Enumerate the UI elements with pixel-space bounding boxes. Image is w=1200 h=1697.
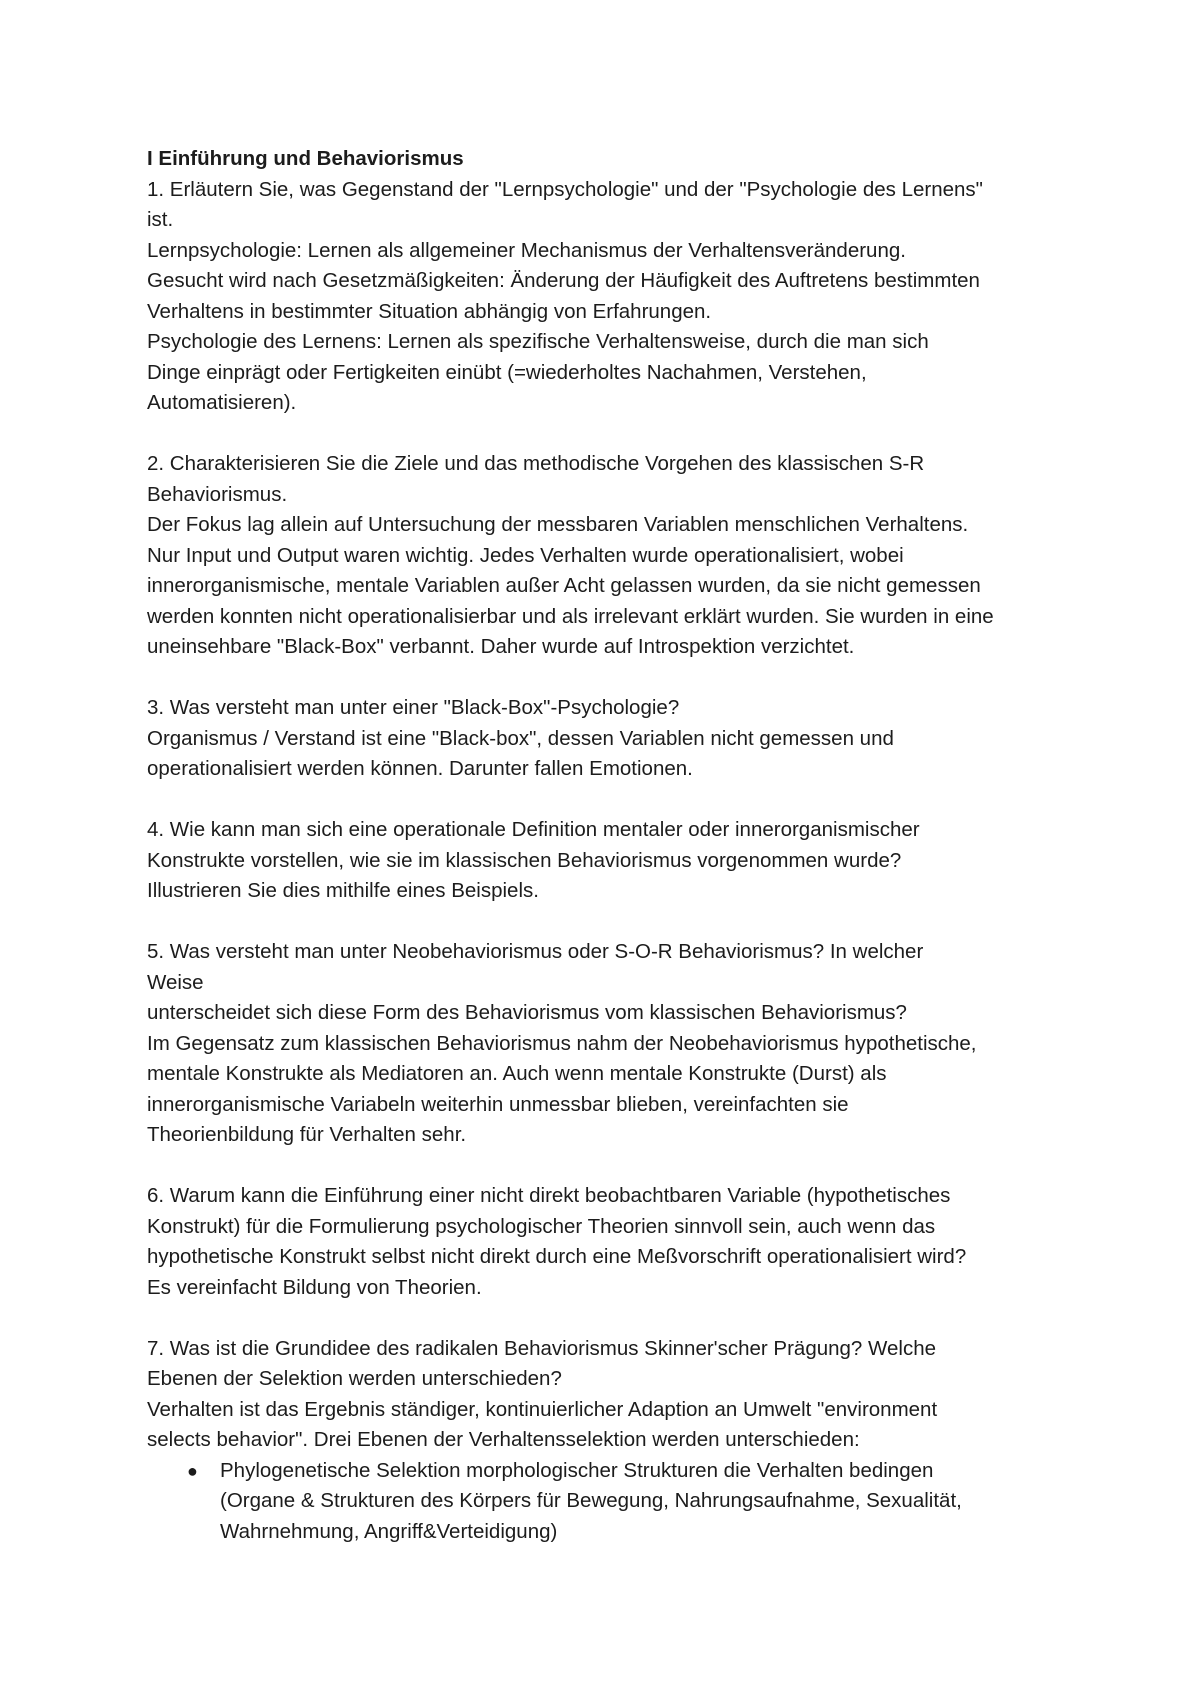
- text-line: Der Fokus lag allein auf Untersuchung der messbaren Variablen menschlichen Verhaltens.: [147, 513, 969, 536]
- text-line: 5. Was versteht man unter Neobehaviorismus oder S-O-R Behaviorismus? In welcher: [147, 940, 924, 963]
- text-line: mentale Konstrukte als Mediatoren an. Auch wenn mentale Konstrukte (Durst) als: [147, 1062, 887, 1085]
- text-line: Verhaltens in bestimmter Situation abhängig von Erfahrungen.: [147, 299, 712, 323]
- text-line: 7. Was ist die Grundidee des radikalen Behaviorismus Skinner'scher Prägung? Welche: [147, 1336, 937, 1360]
- text-line: Ebenen der Selektion werden unterschieden?: [147, 1367, 562, 1390]
- text-line: Lernpsychologie: Lernen als allgemeiner Mechanismus der Verhaltensveränderung.: [147, 238, 906, 262]
- text-line: selects behavior". Drei Ebenen der Verhaltensselektion werden unterschieden:: [147, 1428, 860, 1451]
- paragraph-gap: [147, 907, 1107, 938]
- text-line: 2. Charakterisieren Sie die Ziele und das methodische Vorgehen des klassischen S-R: [147, 452, 925, 475]
- text-line: innerorganismische, mentale Variablen außer Acht gelassen wurden, da sie nicht gemessen: [147, 574, 981, 597]
- text-line: Im Gegensatz zum klassischen Behaviorismus nahm der Neobehaviorismus hypothetische,: [147, 1031, 977, 1055]
- text-line: Weise: [147, 970, 204, 994]
- text-line: Konstrukte vorstellen, wie sie im klassischen Behaviorismus vorgenommen wurde?: [147, 848, 902, 872]
- text-line: Theorienbildung für Verhalten sehr.: [147, 1123, 467, 1146]
- text-line: werden konnten nicht operationalisierbar und als irrelevant erklärt wurden. Sie wurden in eine: [147, 604, 994, 628]
- text-line: hypothetische Konstrukt selbst nicht direkt durch eine Meßvorschrift operationalisiert wird?: [147, 1245, 967, 1268]
- paragraph-gap: [147, 1303, 1107, 1334]
- text-line: Organismus / Verstand ist eine "Black-box", dessen Variablen nicht gemessen und: [147, 726, 894, 750]
- text-line: Psychologie des Lernens: Lernen als spezifische Verhaltensweise, durch die man sich: [147, 330, 929, 353]
- text-line: Phylogenetische Selektion morphologischer Strukturen die Verhalten bedingen: [220, 1458, 934, 1482]
- question-3: [147, 693, 1107, 785]
- paragraph-gap: [147, 419, 1107, 450]
- text-line: 6. Warum kann die Einführung einer nicht direkt beobachtbaren Variable (hypothetisches: [147, 1184, 951, 1207]
- question-4: [147, 815, 1107, 907]
- question-1: [147, 175, 1107, 419]
- text-line: ist.: [147, 208, 174, 231]
- text-line: 1. Erläutern Sie, was Gegenstand der "Lernpsychologie" und der "Psychologie des Lernens": [147, 177, 983, 201]
- paragraph-gap: [147, 1151, 1107, 1182]
- text-line: uneinsehbare "Black-Box" verbannt. Daher wurde auf Introspektion verzichtet.: [147, 635, 855, 658]
- question-7: [147, 1334, 1107, 1548]
- text-line: 4. Wie kann man sich eine operationale Definition mentaler oder innerorganismischer: [147, 818, 920, 841]
- text-line: Wahrnehmung, Angriff&Verteidigung): [220, 1519, 558, 1543]
- text-line: Gesucht wird nach Gesetzmäßigkeiten: Änderung der Häufigkeit des Auftretens bestimmten: [147, 269, 980, 292]
- paragraph-gap: [147, 663, 1107, 694]
- document-page: [147, 144, 1107, 1547]
- paragraph-gap: [147, 785, 1107, 816]
- text-line: operationalisiert werden können. Darunter fallen Emotionen.: [147, 757, 693, 780]
- bullet-icon: ●: [187, 1460, 198, 1481]
- question-5: [147, 937, 1107, 1151]
- text-line: Dinge einprägt oder Fertigkeiten einübt (=wiederholtes Nachahmen, Verstehen,: [147, 360, 867, 384]
- bullet-list: [147, 1456, 1107, 1548]
- text-line: innerorganismische Variabeln weiterhin unmessbar blieben, vereinfachten sie: [147, 1092, 849, 1116]
- text-line: Nur Input und Output waren wichtig. Jedes Verhalten wurde operationalisiert, wobei: [147, 543, 904, 567]
- question-2: [147, 449, 1107, 663]
- question-6: [147, 1181, 1107, 1303]
- text-line: Es vereinfacht Bildung von Theorien.: [147, 1275, 482, 1299]
- page-heading: I Einführung und Behaviorismus: [147, 147, 464, 170]
- text-line: Konstrukt) für die Formulierung psychologischer Theorien sinnvoll sein, auch wenn das: [147, 1214, 936, 1238]
- text-line: (Organe & Strukturen des Körpers für Bewegung, Nahrungsaufnahme, Sexualität,: [220, 1489, 962, 1512]
- text-line: unterscheidet sich diese Form des Behaviorismus vom klassischen Behaviorismus?: [147, 1001, 907, 1024]
- list-item: [147, 1456, 1107, 1548]
- text-line: Illustrieren Sie dies mithilfe eines Beispiels.: [147, 879, 539, 902]
- text-line: 3. Was versteht man unter einer "Black-Box"-Psychologie?: [147, 696, 680, 719]
- text-line: Automatisieren).: [147, 391, 297, 414]
- text-line: Behaviorismus.: [147, 482, 288, 506]
- text-line: Verhalten ist das Ergebnis ständiger, kontinuierlicher Adaption an Umwelt "environment: [147, 1397, 938, 1421]
